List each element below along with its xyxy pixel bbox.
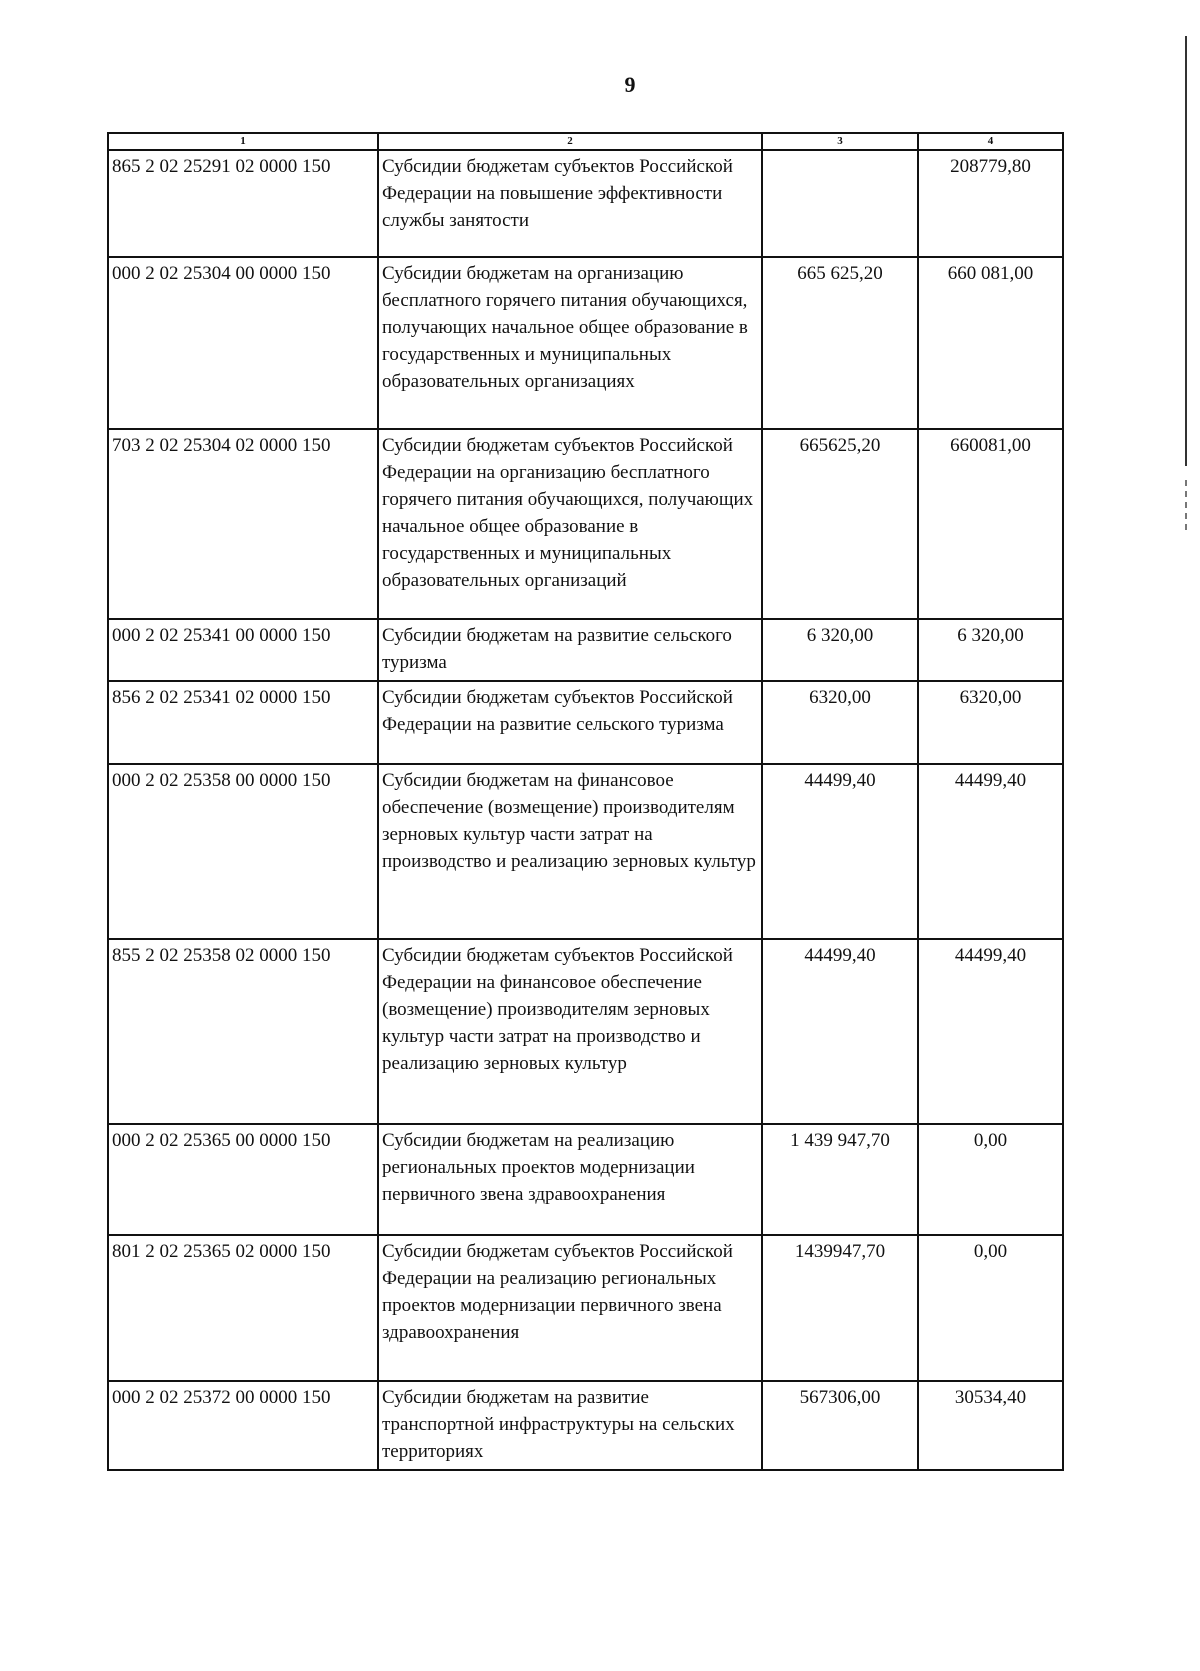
amount-col-3: 44499,40 [762, 764, 918, 939]
header-col-4: 4 [918, 133, 1063, 150]
budget-item-name: Субсидии бюджетам на организацию бесплатного горячего питания обучающихся, получающих начальное общее образование в государственных и муниципальных образовательных организациях [378, 257, 762, 429]
budget-item-name: Субсидии бюджетам на финансовое обеспечение (возмещение) производителям зерновых культур части затрат на производство и реализацию зерновых культур [378, 764, 762, 939]
header-col-2: 2 [378, 133, 762, 150]
budget-code: 865 2 02 25291 02 0000 150 [108, 150, 378, 257]
budget-item-name: Субсидии бюджетам субъектов Российской Федерации на финансовое обеспечение (возмещение) производителям зерновых культур части затрат на производство и реализацию зерновых культур [378, 939, 762, 1124]
amount-col-3: 6320,00 [762, 681, 918, 764]
budget-item-name: Субсидии бюджетам субъектов Российской Федерации на реализацию региональных проектов модернизации первичного звена здравоохранения [378, 1235, 762, 1381]
table-row [108, 429, 1063, 619]
amount-col-4: 44499,40 [918, 764, 1063, 939]
amount-col-4: 44499,40 [918, 939, 1063, 1124]
budget-code: 000 2 02 25365 00 0000 150 [108, 1124, 378, 1235]
budget-item-name: Субсидии бюджетам на развитие транспортной инфраструктуры на сельских территориях [378, 1381, 762, 1470]
amount-col-3: 567306,00 [762, 1381, 918, 1470]
budget-code: 801 2 02 25365 02 0000 150 [108, 1235, 378, 1381]
budget-code: 703 2 02 25304 02 0000 150 [108, 429, 378, 619]
amount-col-3: 665 625,20 [762, 257, 918, 429]
budget-item-name: Субсидии бюджетам на развитие сельского туризма [378, 619, 762, 681]
budget-item-name: Субсидии бюджетам субъектов Российской Федерации на развитие сельского туризма [378, 681, 762, 764]
amount-col-3: 1 439 947,70 [762, 1124, 918, 1235]
budget-table [107, 132, 1064, 1471]
amount-col-3: 1439947,70 [762, 1235, 918, 1381]
header-col-1: 1 [108, 133, 378, 150]
amount-col-4: 6320,00 [918, 681, 1063, 764]
scan-margin-line [1185, 36, 1187, 466]
amount-col-3: 665625,20 [762, 429, 918, 619]
amount-col-4: 660081,00 [918, 429, 1063, 619]
header-col-3: 3 [762, 133, 918, 150]
page-number: 9 [624, 72, 636, 97]
scan-margin-dash [1185, 480, 1188, 530]
table-row [108, 1124, 1063, 1235]
budget-code: 855 2 02 25358 02 0000 150 [108, 939, 378, 1124]
table-row [108, 150, 1063, 257]
table-row [108, 764, 1063, 939]
table-row [108, 619, 1063, 681]
table-row [108, 1235, 1063, 1381]
amount-col-4: 30534,40 [918, 1381, 1063, 1470]
budget-code: 856 2 02 25341 02 0000 150 [108, 681, 378, 764]
table-row [108, 939, 1063, 1124]
table-row [108, 1381, 1063, 1470]
amount-col-4: 0,00 [918, 1235, 1063, 1381]
amount-col-3: 44499,40 [762, 939, 918, 1124]
amount-col-4: 660 081,00 [918, 257, 1063, 429]
amount-col-3 [762, 150, 918, 257]
budget-item-name: Субсидии бюджетам субъектов Российской Федерации на повышение эффективности службы занятости [378, 150, 762, 257]
amount-col-4: 6 320,00 [918, 619, 1063, 681]
amount-col-4: 208779,80 [918, 150, 1063, 257]
header-row [108, 133, 1063, 150]
table-row [108, 681, 1063, 764]
amount-col-4: 0,00 [918, 1124, 1063, 1235]
budget-item-name: Субсидии бюджетам субъектов Российской Федерации на организацию бесплатного горячего питания обучающихся, получающих начальное общее образование в государственных и муниципальных образовательных организаций [378, 429, 762, 619]
budget-code: 000 2 02 25372 00 0000 150 [108, 1381, 378, 1470]
budget-code: 000 2 02 25358 00 0000 150 [108, 764, 378, 939]
budget-code: 000 2 02 25341 00 0000 150 [108, 619, 378, 681]
budget-item-name: Субсидии бюджетам на реализацию региональных проектов модернизации первичного звена здравоохранения [378, 1124, 762, 1235]
budget-code: 000 2 02 25304 00 0000 150 [108, 257, 378, 429]
amount-col-3: 6 320,00 [762, 619, 918, 681]
table-row [108, 257, 1063, 429]
